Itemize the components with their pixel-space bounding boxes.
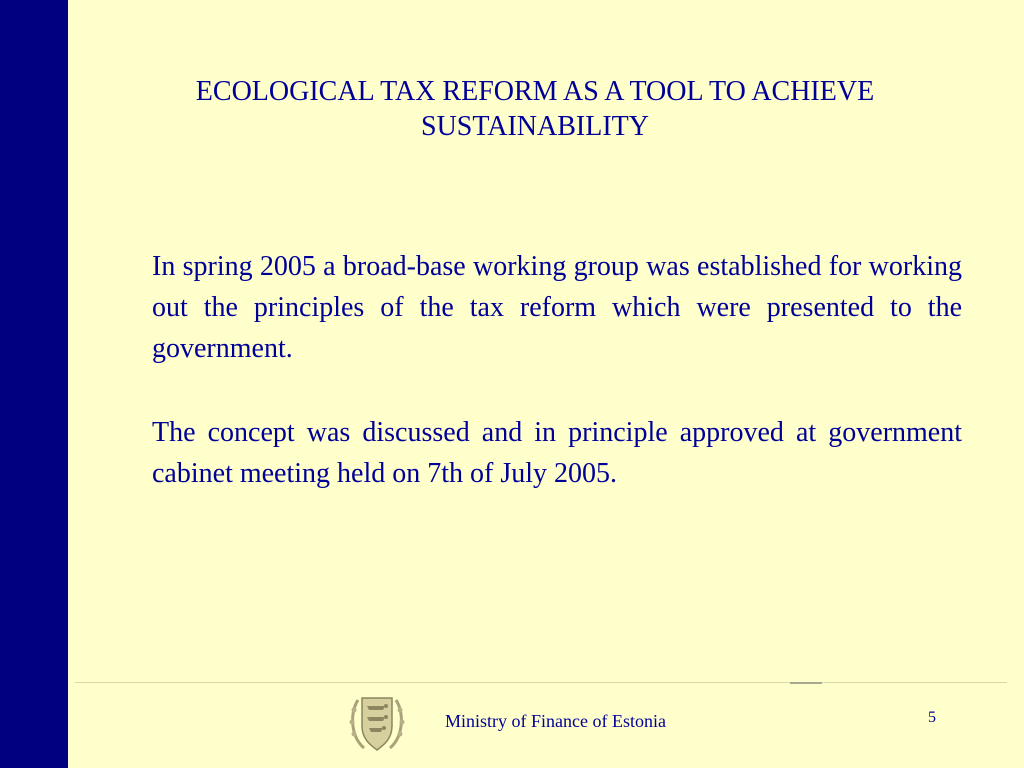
body-paragraph-2: The concept was discussed and in principle approved at government cabinet meeting held on 7th of July 2005.	[152, 417, 962, 489]
estonian-coat-of-arms-icon	[348, 692, 406, 754]
body-paragraph-1: In spring 2005 a broad-base working group was established for working out the principles of the tax reform which were presented to the government.	[152, 251, 962, 364]
footer-divider	[75, 682, 1007, 683]
slide-body	[152, 246, 962, 494]
footer-divider-accent	[790, 682, 822, 684]
footer-organization: Ministry of Finance of Estonia	[445, 711, 666, 731]
slide-title: ECOLOGICAL TAX REFORM AS A TOOL TO ACHIEVE SUSTAINABILITY	[195, 76, 875, 142]
left-accent-bar	[0, 0, 68, 768]
page-number: 5	[928, 709, 936, 726]
